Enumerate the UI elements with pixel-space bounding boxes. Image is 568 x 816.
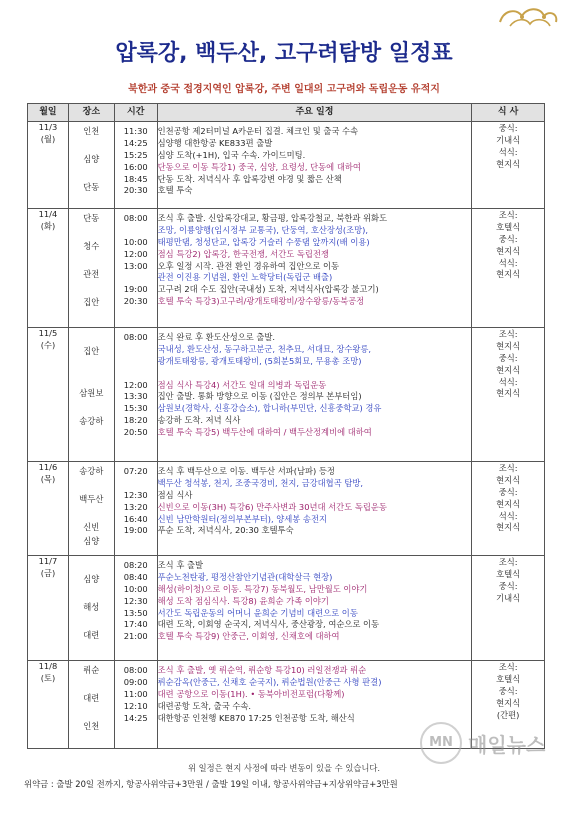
cell-line: 대한항공 인천행 KE870 17:25 인천공항 도착, 해산식 [157, 712, 355, 723]
place-label [69, 168, 114, 182]
date-cell [28, 122, 69, 209]
cell-line: 12:30 [123, 489, 148, 500]
cell-line: (화) [40, 220, 56, 231]
cell-line: 18:45 [123, 173, 148, 184]
place-label [69, 707, 114, 721]
place-label: 인천 [83, 721, 100, 731]
header-place: 장소 [68, 104, 114, 122]
event-cell [157, 122, 472, 209]
date-cell [28, 661, 69, 749]
meal-cell [472, 462, 545, 556]
cell-line: 중식: [498, 580, 518, 591]
page-title: 압록강, 백두산, 고구려탐방 일정표 [115, 41, 453, 66]
place-cell [68, 462, 114, 556]
schedule-table [27, 103, 545, 749]
cell-line: 석식: [498, 376, 518, 387]
cell-line: 20:50 [123, 427, 148, 438]
place-label: 심양 [83, 536, 100, 546]
place-label: 대련 [83, 693, 100, 703]
cell-line [158, 368, 472, 380]
cell-line: 조식: [498, 210, 518, 220]
cell-line: 석식: [498, 146, 518, 157]
cell-line: 호텔 투숙 특강3)고구려/광개토태왕비/장수왕릉/동북공정 [157, 296, 365, 307]
time-cell [114, 122, 157, 209]
cell-line: 11/8 [38, 661, 58, 671]
cell-line: 12:00 [123, 379, 148, 390]
cell-line: 11:00 [123, 688, 148, 699]
place-label [69, 679, 114, 693]
cell-line: 07:20 [123, 466, 148, 476]
page-subtitle: 북한과 중국 접경지역인 압록강, 주변 일대의 고구려와 독립운동 유적지 [128, 84, 440, 95]
date-cell [28, 328, 69, 462]
cell-line: 석식: [498, 257, 518, 268]
cell-line: 기내식 [496, 134, 521, 145]
schedule-footnote: 위 일정은 현지 사정에 따라 변동이 있을 수 있습니다. [187, 763, 381, 773]
cell-line: 조식 후 출발. 신압록강대교, 황금평, 압록강철교, 북한과 위화도 [157, 213, 388, 223]
cell-line: 호텔 투숙 특강9) 안중근, 이회영, 신채호에 대하여 [157, 631, 340, 642]
place-label: 청수 [83, 241, 100, 251]
cell-line: 08:00 [123, 665, 148, 675]
day-row [28, 122, 545, 209]
cell-line: 태평만댐, 청성단교, 압록강 거슬러 수풍댐 앞까지(배 이용) [157, 236, 370, 247]
cell-line: 10:00 [123, 236, 148, 247]
cell-line: 호텔식 [496, 221, 521, 232]
place-label: 신빈 [83, 522, 100, 532]
cell-line: 12:10 [123, 700, 148, 711]
cell-line: 10:00 [123, 583, 148, 594]
cancellation-policy: 위약금 : 출발 20일 전까지, 항공사위약금+3만원 / 출발 19일 이내, 항공사위약금+지상위약금+3만원 [24, 779, 398, 789]
header-row [28, 104, 545, 122]
cell-line: 조식 후 백두산으로 이동. 백두산 서파(남파) 등정 [157, 466, 335, 476]
meal-cell [472, 209, 545, 328]
cell-line: 오후 일정 시작. 관전 환인 경유하여 집안으로 이동 [157, 260, 340, 271]
cell-line: 고구려 2대 수도 집안(국내성) 도착, 저녁식사(압록강 불고기) [157, 284, 379, 295]
cloud-ornament-icon [496, 4, 562, 34]
time-cell [114, 556, 157, 661]
cell-line: 현지식 [496, 522, 521, 533]
date-cell [28, 556, 69, 661]
cell-line: 서간도 독립운동의 어머니 윤희순 기념비 대련으로 이동 [157, 607, 358, 618]
cell-line: 푸순 도착, 저녁식사, 20:30 호텔투숙 [157, 525, 294, 536]
cell-line: 18:20 [123, 415, 148, 426]
cell-line: 푸순노천탄광, 평정산참안기념관(대학살극 현장) [157, 571, 333, 582]
time-cell [114, 462, 157, 556]
cell-line: 기내식 [496, 592, 521, 603]
cell-line: 현지식 [496, 364, 521, 375]
cell-line: 인천공항 제2터미널 A카운터 집결. 체크인 및 출국 수속 [157, 126, 359, 136]
place-cell [68, 556, 114, 661]
place-label: 인천 [83, 126, 100, 136]
place-label: 심양 [83, 154, 100, 164]
cell-line: 신빈으로 이동(3H) 특강6) 만주사변과 30년대 서간도 독립운동 [157, 501, 387, 512]
place-label [69, 616, 114, 630]
cell-line: 14:25 [123, 712, 148, 723]
cell-line: 조식: [498, 662, 518, 672]
cell-line: 08:00 [123, 213, 148, 223]
cell-line: 16:40 [123, 513, 148, 524]
watermark-logo: MN [420, 722, 462, 764]
place-label: 단동 [83, 213, 100, 223]
cell-line: 송강하 도착. 저녁 식사 [157, 415, 241, 426]
meal-cell [472, 122, 545, 209]
header-event: 주요 일정 [157, 104, 472, 122]
place-label: 해성 [83, 602, 100, 612]
event-cell [157, 556, 472, 661]
place-label: 삼원보 [79, 388, 104, 398]
cell-line: 호텔 투숙 [157, 185, 193, 196]
cell-line: 석식: [498, 510, 518, 521]
cell-line: 15:25 [123, 149, 148, 160]
event-cell [157, 209, 472, 328]
cell-line: 국내성, 환도산성, 동구하고분군, 천추묘, 서대묘, 장수왕릉, [157, 343, 372, 354]
cell-line: 호텔 투숙 특강5) 백두산에 대하여 / 백두산정계비에 대하여 [157, 427, 372, 438]
cell-line [115, 356, 157, 368]
cell-line: 조식: [498, 557, 518, 567]
cell-line: 11/3 [38, 122, 58, 132]
date-cell [28, 209, 69, 328]
cell-line: 15:30 [123, 403, 148, 414]
cell-line: 13:50 [123, 607, 148, 618]
cell-line: 백두산 청석봉, 천지, 조중국경비, 천지, 금강대협곡 탐방, [157, 477, 364, 488]
cell-line: 12:00 [123, 248, 148, 259]
cell-line: 20:30 [123, 185, 148, 196]
place-label [69, 332, 114, 346]
cell-line: 19:00 [123, 284, 148, 295]
cell-line: 점심 식사 [157, 489, 193, 500]
cell-line: (월) [40, 133, 56, 144]
place-label [69, 283, 114, 297]
day-row [28, 556, 545, 661]
cell-line: 13:30 [123, 391, 148, 402]
cell-line: 11:30 [123, 126, 148, 136]
cell-line: 호텔식 [496, 568, 521, 579]
cell-line: 현지식 [496, 245, 521, 256]
cell-line: 해성 도착 점심식사. 특강8) 윤희순 가족 이야기 [157, 595, 329, 606]
cell-line: 대련 도착, 이회영 순국지, 저녁식사, 중산광장, 여순으로 이동 [157, 619, 380, 630]
cell-line: 해성(하이청)으로 이동. 특강7) 동북월도, 남만월도 이야기 [157, 583, 368, 594]
cell-line: 13:00 [123, 260, 148, 271]
place-label: 백두산 [79, 494, 104, 504]
cell-line: 11/4 [38, 209, 58, 219]
meal-cell [472, 556, 545, 661]
place-cell [68, 661, 114, 749]
header-meal: 식 사 [472, 104, 545, 122]
cell-line: (토) [40, 672, 56, 683]
cell-line: 심양행 대한항공 KE833편 출발 [157, 137, 273, 148]
place-cell [68, 209, 114, 328]
place-label: 대련 [83, 630, 100, 640]
cell-line: 단동으로 이동 특강1) 중국, 심양, 요령성, 단동에 대하여 [157, 161, 361, 172]
watermark [420, 722, 545, 764]
cell-line: 13:20 [123, 501, 148, 512]
cell-line: 조식: [498, 329, 518, 339]
cell-line: 16:00 [123, 161, 148, 172]
cell-line: 중식: [498, 685, 518, 696]
cell-line: 대련공항 도착, 출국 수속. [157, 700, 252, 711]
cell-line: 집안 출발. 통화 방향으로 이동 (집안은 정의부 본부터임) [157, 391, 362, 402]
cell-line: 점심 식사 특강4) 서간도 일대 의병과 독립운동 [157, 379, 327, 390]
day-row [28, 209, 545, 328]
cell-line: 08:20 [123, 560, 148, 570]
cell-line: 조식 완료 후 환도산성으로 출발. [157, 332, 276, 342]
cell-line: 조식 후 출발, 옛 뤼순역, 뤼순항 특강10) 러일전쟁과 뤼순 [157, 665, 367, 675]
cell-line: 09:00 [123, 676, 148, 687]
cell-line: 현지식 [496, 340, 521, 351]
cell-line [115, 344, 157, 356]
cell-line: 조식 후 출발 [157, 560, 204, 570]
cell-line: 17:40 [123, 619, 148, 630]
header-time: 시간 [114, 104, 157, 122]
time-cell [114, 209, 157, 328]
watermark-text: 매일뉴스 [468, 732, 546, 757]
cell-line: 신빈 남만학원터(정의부본부터), 양세봉 송전지 [157, 513, 327, 524]
cell-line: 12:30 [123, 595, 148, 606]
cell-line: 중식: [498, 352, 518, 363]
place-label [69, 588, 114, 602]
place-label: 뤼순 [83, 665, 100, 675]
cell-line [115, 368, 157, 380]
cell-line: 11/5 [38, 328, 58, 338]
cell-line: 11/7 [38, 556, 58, 566]
time-cell [114, 328, 157, 462]
cell-line: 21:00 [123, 631, 148, 642]
date-cell [28, 462, 69, 556]
cell-line: 19:00 [123, 525, 148, 536]
place-label [69, 360, 114, 374]
cell-line: 조망, 이룡양행(임시정부 교통국), 단둥역, 호산장성(조망), [157, 224, 369, 235]
cell-line: 심양 도착(+1H), 입국 수속. 가이드미팅. [157, 149, 306, 160]
place-label [69, 255, 114, 269]
place-label: 송강하 [79, 416, 104, 426]
place-label: 심양 [83, 574, 100, 584]
cell-line [115, 478, 157, 490]
cell-line: 점심 특강2) 압록강, 한국전쟁, 서간도 독립전쟁 [157, 248, 329, 259]
place-cell [68, 328, 114, 462]
cell-line: (간편) [496, 709, 520, 720]
time-cell [114, 661, 157, 749]
day-row [28, 462, 545, 556]
cell-line: (수) [40, 339, 56, 350]
cell-line: 08:00 [123, 332, 148, 342]
cell-line: 08:40 [123, 571, 148, 582]
place-label [69, 402, 114, 416]
cell-line: 현지식 [496, 498, 521, 509]
cell-line: 중식: [498, 486, 518, 497]
cell-line: (목) [40, 473, 56, 484]
cell-line: 현지식 [496, 474, 521, 485]
cell-line: 중식: [498, 233, 518, 244]
cell-line: 14:25 [123, 137, 148, 148]
cell-line: 11/6 [38, 462, 58, 472]
meal-cell [472, 328, 545, 462]
event-cell [157, 328, 472, 462]
cell-line: 현지식 [496, 388, 521, 399]
place-label: 송강하 [79, 466, 104, 476]
place-label: 단동 [83, 182, 100, 192]
cell-line: (금) [40, 567, 56, 578]
day-row [28, 328, 545, 462]
cell-line [115, 272, 157, 284]
cell-line: 20:30 [123, 296, 148, 307]
cell-line: 조식: [498, 463, 518, 473]
place-label [69, 560, 114, 574]
place-label [69, 140, 114, 154]
cell-line: 광개토태왕릉, 광개토태왕비, (5회분5회묘, 무용총 조망) [157, 355, 362, 366]
place-cell [68, 122, 114, 209]
cell-line: 단동 도착. 저녁식사 후 압록강변 야경 및 짧은 산책 [157, 173, 342, 184]
header-day: 월일 [28, 104, 69, 122]
place-label [69, 374, 114, 388]
place-label: 집안 [83, 346, 100, 356]
cell-line: 현지식 [496, 158, 521, 169]
cell-line: 호텔식 [496, 673, 521, 684]
cell-line: 현지식 [496, 697, 521, 708]
event-cell [157, 462, 472, 556]
place-label: 집안 [83, 297, 100, 307]
cell-line: 뤼순감옥(안중근, 신채호 순국지), 뤼순법원(안중근 사형 판결) [157, 676, 382, 687]
place-label [69, 480, 114, 494]
cell-line: 중식: [498, 123, 518, 133]
place-label: 관전 [83, 269, 100, 279]
cell-line: 현지식 [496, 269, 521, 280]
place-label [69, 508, 114, 522]
cell-line: 대련 공항으로 이동(1H). • 동북아비전포럼(다황께) [157, 688, 345, 699]
place-label [69, 227, 114, 241]
cell-line: 삼원보(경학사, 신흥강습소), 합니하(부민단, 신흥중학교) 경유 [157, 403, 382, 414]
cell-line [115, 225, 157, 237]
cell-line: 관전 이진용 기념원, 환인 노학당터(독립군 배출) [157, 272, 333, 283]
